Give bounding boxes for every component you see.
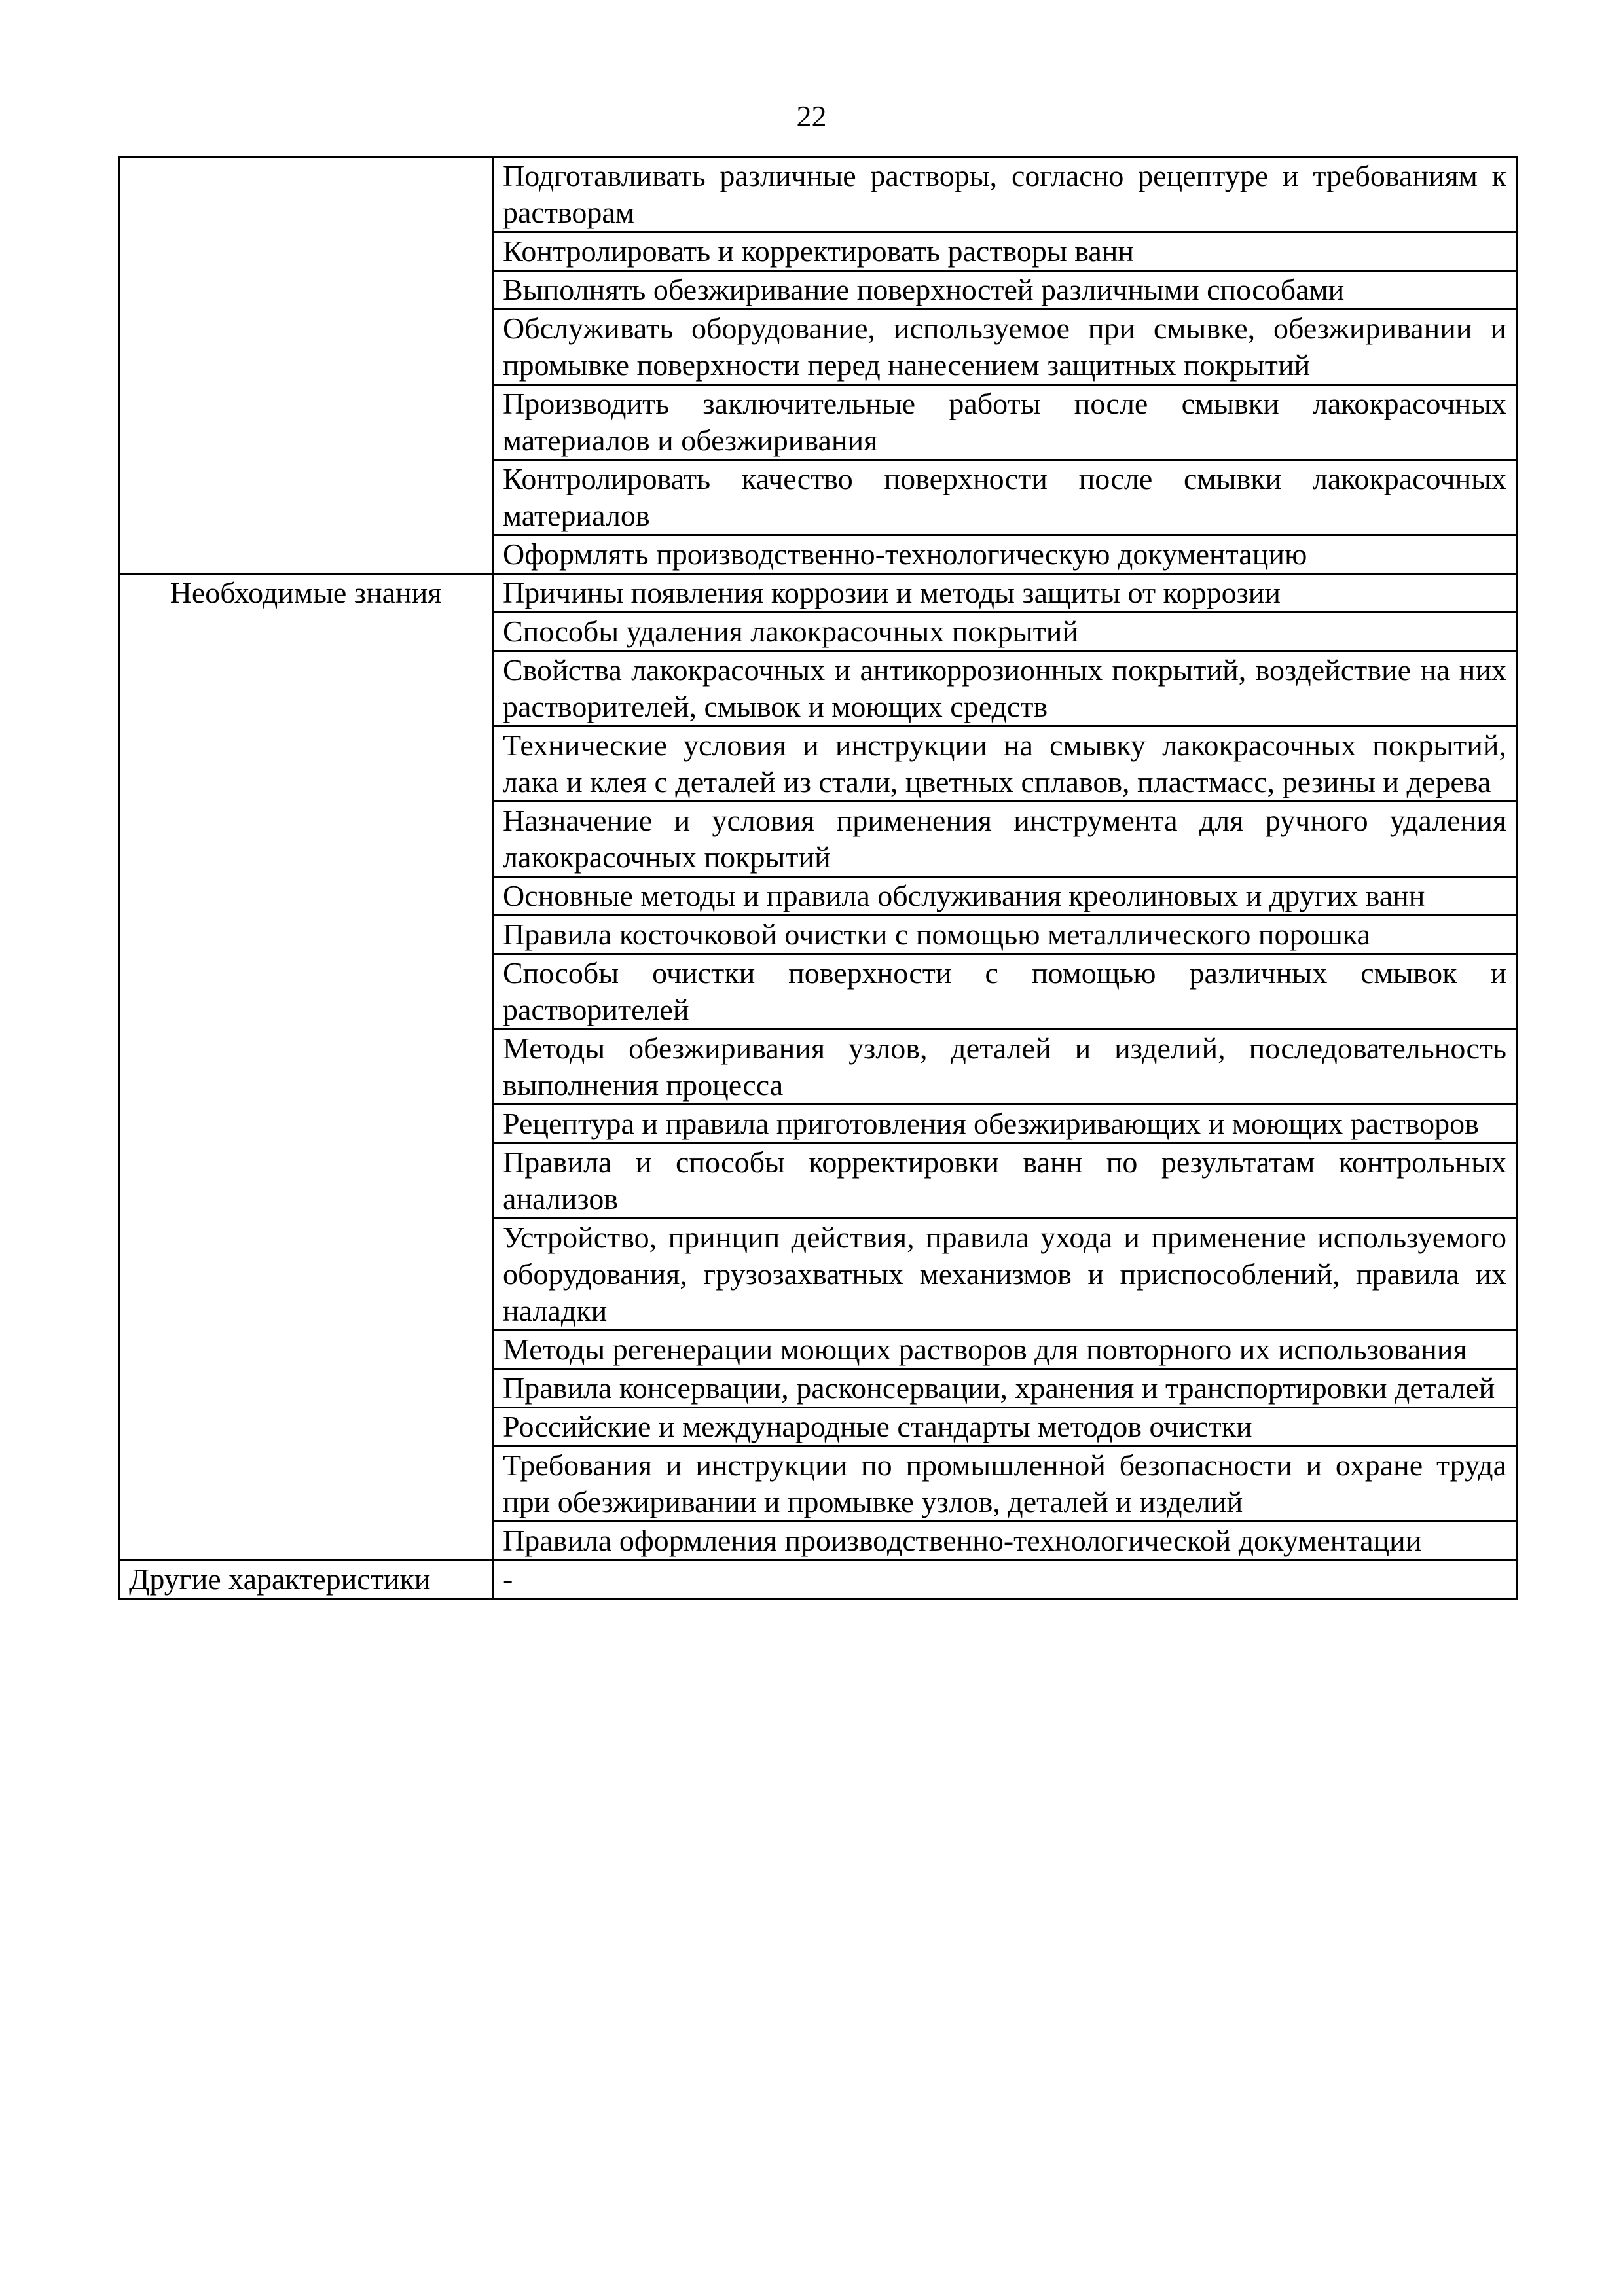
other-characteristics-label: Другие характеристики <box>119 1560 493 1599</box>
table-cell: Назначение и условия применения инструмента для ручного удаления лакокрасочных покрытий <box>493 802 1517 877</box>
table-row <box>119 1560 1517 1599</box>
table-cell: Контролировать и корректировать растворы ванн <box>493 232 1517 271</box>
table-cell: Методы обезжиривания узлов, деталей и изделий, последовательность выполнения процесса <box>493 1030 1517 1105</box>
table-cell: Российские и международные стандарты методов очистки <box>493 1408 1517 1446</box>
table-cell: Основные методы и правила обслуживания креолиновых и других ванн <box>493 877 1517 916</box>
table-cell: Способы удаления лакокрасочных покрытий <box>493 613 1517 651</box>
knowledge-label: Необходимые знания <box>119 574 493 1560</box>
table-cell: Технические условия и инструкции на смывку лакокрасочных покрытий, лака и клея с деталей из стали, цветных сплавов, пластмасс, резины и дерева <box>493 726 1517 802</box>
table-cell: Выполнять обезжиривание поверхностей различными способами <box>493 271 1517 310</box>
table-cell: Оформлять производственно-технологическую документацию <box>493 535 1517 574</box>
page-number: 22 <box>796 99 827 133</box>
table-row <box>119 157 1517 232</box>
table-cell: Правила косточковой очистки с помощью металлического порошка <box>493 916 1517 954</box>
qualification-table <box>118 156 1518 1600</box>
skills-label-cell <box>119 157 493 574</box>
table-cell: Свойства лакокрасочных и антикоррозионных покрытий, воздействие на них растворителей, смывок и моющих средств <box>493 651 1517 726</box>
table-cell: Правила оформления производственно-технологической документации <box>493 1522 1517 1560</box>
table-cell: Методы регенерации моющих растворов для повторного их использования <box>493 1331 1517 1369</box>
table-cell: Производить заключительные работы после смывки лакокрасочных материалов и обезжиривания <box>493 385 1517 460</box>
table-cell: Рецептура и правила приготовления обезжиривающих и моющих растворов <box>493 1105 1517 1143</box>
table-cell: Требования и инструкции по промышленной безопасности и охране труда при обезжиривании и промывке узлов, деталей и изделий <box>493 1446 1517 1522</box>
table-row <box>119 574 1517 613</box>
table-cell: Обслуживать оборудование, используемое при смывке, обезжиривании и промывке поверхности перед нанесением защитных покрытий <box>493 310 1517 385</box>
table-cell: Правила и способы корректировки ванн по результатам контрольных анализов <box>493 1143 1517 1219</box>
table-cell: Причины появления коррозии и методы защиты от коррозии <box>493 574 1517 613</box>
other-characteristics-value: - <box>493 1560 1517 1599</box>
table-cell: Устройство, принцип действия, правила ухода и применение используемого оборудования, грузозахватных механизмов и приспособлений, правила их наладки <box>493 1219 1517 1331</box>
table-cell: Правила консервации, расконсервации, хранения и транспортировки деталей <box>493 1369 1517 1408</box>
table-cell: Подготавливать различные растворы, согласно рецептуре и требованиям к растворам <box>493 157 1517 232</box>
table-cell: Способы очистки поверхности с помощью различных смывок и растворителей <box>493 954 1517 1030</box>
table-cell: Контролировать качество поверхности после смывки лакокрасочных материалов <box>493 460 1517 535</box>
